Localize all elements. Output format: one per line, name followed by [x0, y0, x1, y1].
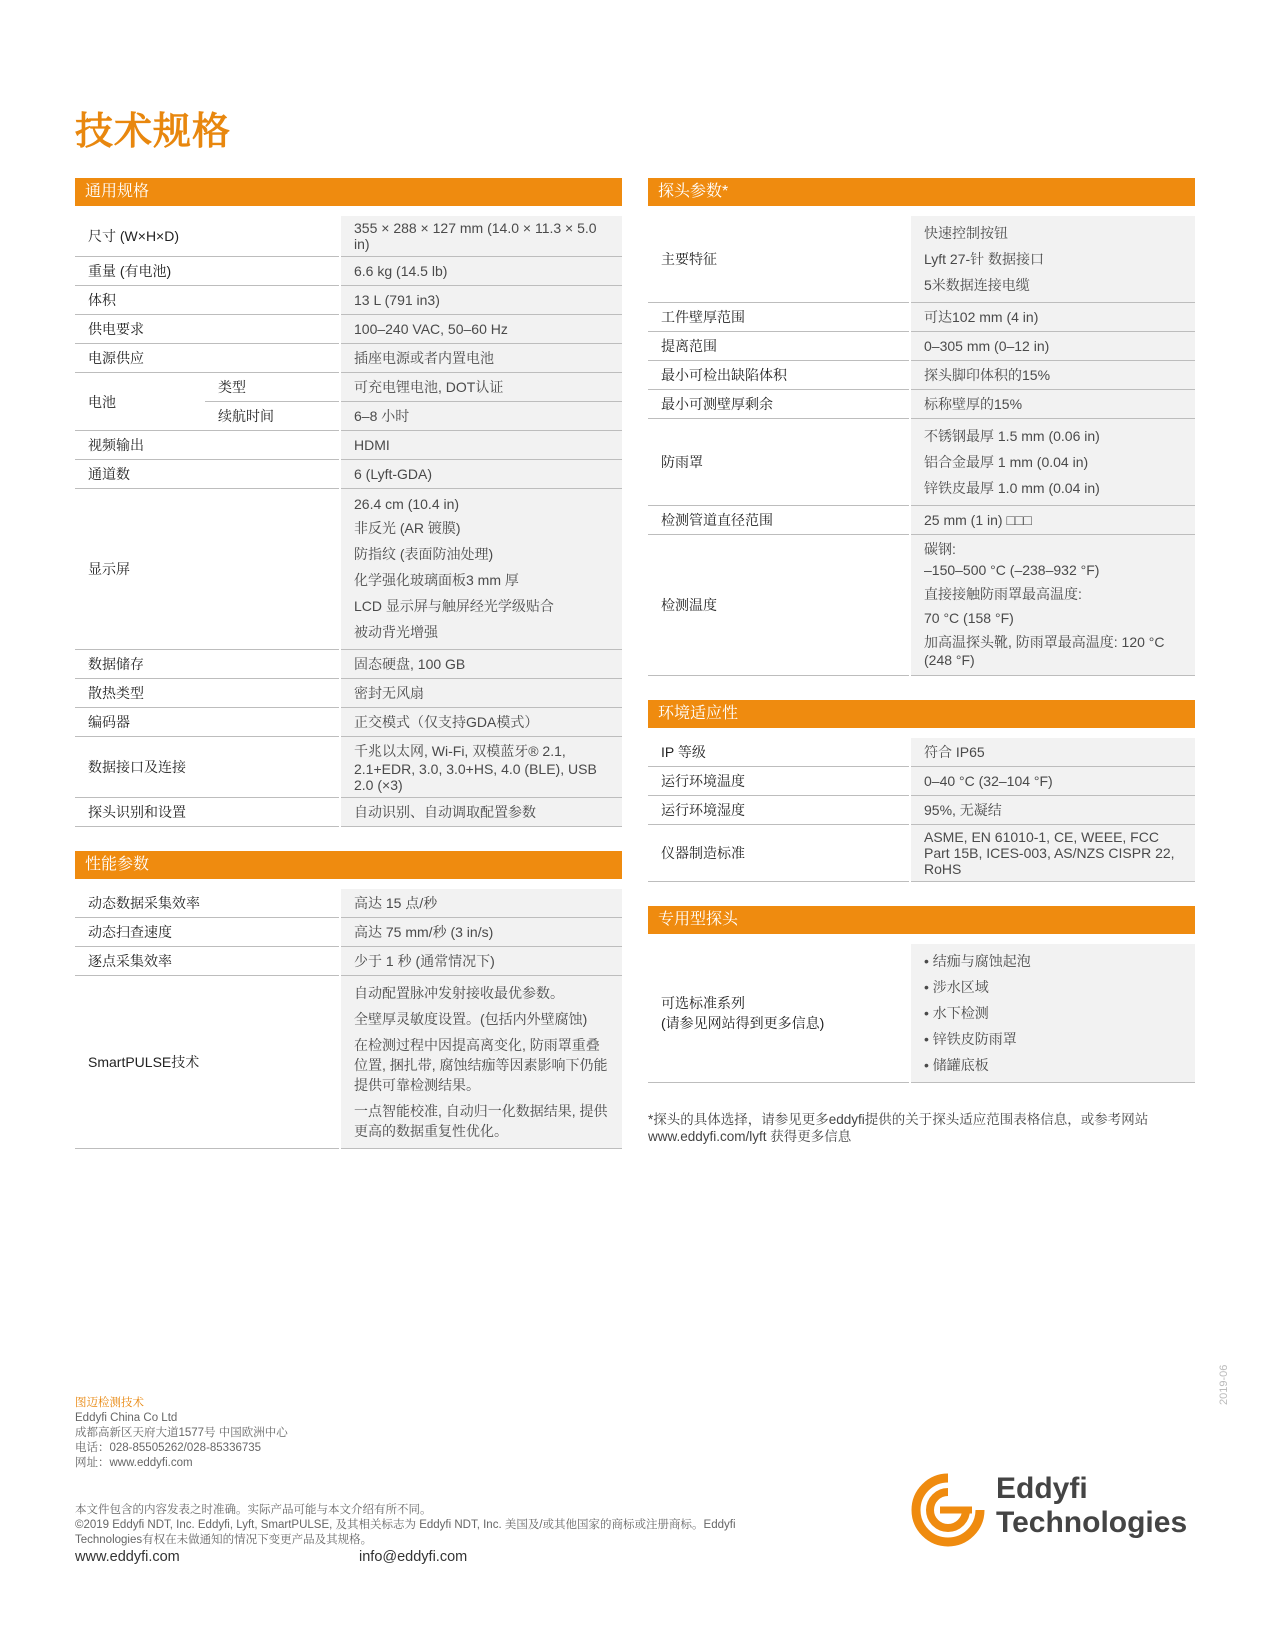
battery-label: 电池 [75, 373, 205, 431]
spec-value: 不锈钢最厚 1.5 mm (0.06 in) [924, 428, 1100, 444]
table-row [75, 976, 622, 1149]
email-link[interactable]: info@eddyfi.com [359, 1549, 468, 1565]
table-row [75, 489, 622, 650]
list-item: • 储罐底板 [924, 1057, 989, 1073]
logo-line: Eddyfi [996, 1472, 1088, 1505]
table-row [648, 738, 1195, 767]
probe-footnote: *探头的具体选择，请参见更多eddyfi提供的关于探头适应范围表格信息，或参考网站 www.eddyfi.com/lyft 获得更多信息 [648, 1112, 1149, 1144]
table-row [75, 373, 622, 402]
spec-value: 锌铁皮最厚 1.0 mm (0.04 in) [924, 480, 1100, 496]
spec-value: 加高温探头靴, 防雨罩最高温度: 120 °C (248 °F) [924, 634, 1165, 668]
spec-label: 最小可测壁厚剩余 [648, 390, 910, 419]
spec-value: 可达102 mm (4 in) [910, 303, 1195, 332]
spec-label: 重量 (有电池) [75, 257, 340, 286]
spec-value: Lyft 27-针 数据接口 [924, 251, 1045, 267]
probe-header: 探头参数* [648, 178, 1195, 206]
table-row [75, 257, 622, 286]
table-row [648, 506, 1195, 535]
spec-label: 检测管道直径范围 [648, 506, 910, 535]
table-row [75, 650, 622, 679]
spec-label: 运行环境温度 [648, 767, 910, 796]
special-values [910, 944, 1195, 1083]
spec-value: 0–40 °C (32–104 °F) [910, 767, 1195, 796]
spec-values [910, 216, 1195, 303]
spec-value: 高达 75 mm/秒 (3 in/s) [340, 918, 622, 947]
footer-address: 成都高新区天府大道1577号 中国欧洲中心 [75, 1427, 288, 1439]
battery-type-value: 可充电锂电池, DOT认证 [340, 373, 622, 402]
footer-brand: 图迈检测技术 [75, 1397, 144, 1409]
footer-web: 网址：www.eddyfi.com [75, 1457, 193, 1469]
table-row [648, 796, 1195, 825]
list-item: • 水下检测 [924, 1005, 989, 1021]
display-value: 防指纹 (表面防油处理) [354, 546, 494, 562]
footer-disclaimer [75, 1503, 795, 1548]
spec-value: 密封无风扇 [340, 679, 622, 708]
spec-value: ASME, EN 61010-1, CE, WEEE, FCC Part 15B, ICES-003, AS/NZS CISPR 22, RoHS [910, 825, 1195, 882]
spec-value: 固态硬盘, 100 GB [340, 650, 622, 679]
display-label: 显示屏 [75, 489, 340, 650]
list-item: • 结痂与腐蚀起泡 [924, 953, 1031, 969]
special-probe-header: 专用型探头 [648, 906, 1195, 934]
spec-value: 碳钢: [924, 541, 956, 557]
spec-label: 数据接口及连接 [75, 737, 340, 798]
table-row [648, 390, 1195, 419]
spec-label: 电源供应 [75, 344, 340, 373]
smartpulse-value: 自动配置脉冲发射接收最优参数。 [354, 985, 564, 1001]
table-row [75, 798, 622, 827]
spec-label: 编码器 [75, 708, 340, 737]
eddyfi-logo [910, 1472, 1200, 1552]
display-values [340, 489, 622, 650]
probe-table [648, 216, 1195, 676]
spec-value: 70 °C (158 °F) [924, 610, 1014, 626]
spec-label: 供电要求 [75, 315, 340, 344]
table-row [75, 216, 622, 257]
website-link[interactable]: www.eddyfi.com [75, 1549, 180, 1565]
spec-value: 千兆以太网, Wi-Fi, 双模蓝牙® 2.1, 2.1+EDR, 3.0, 3.0+HS, 4.0 (BLE), USB 2.0 (×3) [340, 737, 622, 798]
spec-value: 355 × 288 × 127 mm (14.0 × 11.3 × 5.0 in) [340, 216, 622, 257]
spec-label: 防雨罩 [648, 419, 910, 506]
spec-label: 体积 [75, 286, 340, 315]
table-row [648, 535, 1195, 676]
spec-values [910, 535, 1195, 676]
spec-value: 100–240 VAC, 50–60 Hz [340, 315, 622, 344]
performance-table [75, 889, 622, 1149]
logo-line: Technologies [996, 1506, 1188, 1539]
table-row [648, 361, 1195, 390]
general-spec-table [75, 216, 622, 827]
spec-label: 最小可检出缺陷体积 [648, 361, 910, 390]
special-label [648, 944, 910, 1083]
table-row [75, 460, 622, 489]
spec-value: 25 mm (1 in) □□□ [910, 506, 1195, 535]
spec-value: 快速控制按钮 [924, 225, 1008, 241]
environment-header: 环境适应性 [648, 700, 1195, 728]
left-column [75, 178, 622, 1149]
spec-label: 动态扫查速度 [75, 918, 340, 947]
footer-company-name: Eddyfi China Co Ltd [75, 1412, 178, 1424]
spec-value: 插座电源或者内置电池 [340, 344, 622, 373]
spec-label: 检测温度 [648, 535, 910, 676]
spec-label: 运行环境湿度 [648, 796, 910, 825]
spec-label: IP 等级 [648, 738, 910, 767]
table-row [75, 737, 622, 798]
spec-value: 探头脚印体积的15% [910, 361, 1195, 390]
spec-value: 0–305 mm (0–12 in) [910, 332, 1195, 361]
spec-label: 通道数 [75, 460, 340, 489]
smartpulse-value: 在检测过程中因提高离变化, 防雨罩重叠位置, 捆扎带, 腐蚀结痂等因素影响下仍能提供可靠检测结果。 [354, 1037, 608, 1093]
smartpulse-values [340, 976, 622, 1149]
spec-value: 自动识别、自动调取配置参数 [340, 798, 622, 827]
battery-type-label: 类型 [205, 373, 340, 402]
special-probe-table [648, 944, 1195, 1083]
spec-label: 尺寸 (W×H×D) [75, 216, 340, 257]
table-row [75, 918, 622, 947]
spec-label: 提离范围 [648, 332, 910, 361]
spec-label: 散热类型 [75, 679, 340, 708]
display-value: LCD 显示屏与触屏经光学级贴合 [354, 598, 554, 614]
table-row [648, 332, 1195, 361]
smartpulse-value: 全壁厚灵敏度设置。(包括内外壁腐蚀) [354, 1011, 588, 1027]
table-row [648, 419, 1195, 506]
display-value: 26.4 cm (10.4 in) [354, 496, 460, 512]
spec-label: 视频输出 [75, 431, 340, 460]
footer-company [75, 1396, 288, 1471]
spec-value: 符合 IP65 [910, 738, 1195, 767]
spec-label: 主要特征 [648, 216, 910, 303]
spec-values [910, 419, 1195, 506]
special-label-line: (请参见网站得到更多信息) [661, 1015, 825, 1031]
spec-value: –150–500 °C (–238–932 °F) [924, 562, 1100, 578]
performance-header: 性能参数 [75, 851, 622, 879]
spec-label: 数据储存 [75, 650, 340, 679]
spec-label: 工件壁厚范围 [648, 303, 910, 332]
display-value: 被动背光增强 [354, 624, 438, 640]
display-value: 化学强化玻璃面板3 mm 厚 [354, 572, 519, 588]
table-row [75, 947, 622, 976]
spec-value: 5米数据连接电缆 [924, 277, 1030, 293]
general-spec-header: 通用规格 [75, 178, 622, 206]
spec-label: 动态数据采集效率 [75, 889, 340, 918]
spec-value: 铝合金最厚 1 mm (0.04 in) [924, 454, 1089, 470]
special-label-line: 可选标准系列 [661, 995, 745, 1011]
table-row [648, 944, 1195, 1083]
table-row [75, 286, 622, 315]
footer-phone: 电话：028-85505262/028-85336735 [75, 1442, 262, 1454]
table-row [648, 767, 1195, 796]
spec-value: 标称壁厚的15% [910, 390, 1195, 419]
list-item: • 涉水区域 [924, 979, 989, 995]
spec-value: 95%, 无凝结 [910, 796, 1195, 825]
spec-label: 仪器制造标准 [648, 825, 910, 882]
spec-value: 高达 15 点/秒 [340, 889, 622, 918]
document-date: 2019-06 [1218, 1364, 1230, 1405]
spec-value: 少于 1 秒 (通常情况下) [340, 947, 622, 976]
display-value: 非反光 (AR 镀膜) [354, 520, 461, 536]
battery-life-value: 6–8 小时 [340, 402, 622, 431]
table-row [75, 889, 622, 918]
page-title: 技术规格 [75, 111, 232, 153]
table-row [75, 708, 622, 737]
table-row [75, 431, 622, 460]
table-row [648, 303, 1195, 332]
spec-value: 直接接触防雨罩最高温度: [924, 586, 1082, 602]
spec-label: 逐点采集效率 [75, 947, 340, 976]
table-row [648, 216, 1195, 303]
eddyfi-logo-icon [910, 1472, 986, 1548]
list-item: • 锌铁皮防雨罩 [924, 1031, 1017, 1047]
environment-table [648, 738, 1195, 882]
table-row [648, 825, 1195, 882]
battery-life-label: 续航时间 [205, 402, 340, 431]
right-column [648, 178, 1195, 1145]
spec-value: 13 L (791 in3) [340, 286, 622, 315]
disclaimer-line: ©2019 Eddyfi NDT, Inc. Eddyfi, Lyft, SmartPULSE, 及其相关标志为 Eddyfi NDT, Inc. 美国及/或其他国家的商标或注册商标。Eddyfi Technologies有权在未做通知的情况下变更产品及其规格。 [75, 1519, 736, 1546]
disclaimer-line: 本文件包含的内容发表之时准确。实际产品可能与本文介绍有所不同。 [75, 1504, 432, 1516]
spec-value: 6 (Lyft-GDA) [340, 460, 622, 489]
table-row [75, 679, 622, 708]
spec-value: 正交模式（仅支持GDA模式） [340, 708, 622, 737]
spec-label: 探头识别和设置 [75, 798, 340, 827]
spec-value: 6.6 kg (14.5 lb) [340, 257, 622, 286]
logo-wordmark [996, 1472, 1187, 1540]
table-row [75, 344, 622, 373]
smartpulse-label: SmartPULSE技术 [75, 976, 340, 1149]
spec-value: HDMI [340, 431, 622, 460]
table-row [75, 315, 622, 344]
smartpulse-value: 一点智能校准, 自动归一化数据结果, 提供更高的数据重复性优化。 [354, 1103, 608, 1139]
